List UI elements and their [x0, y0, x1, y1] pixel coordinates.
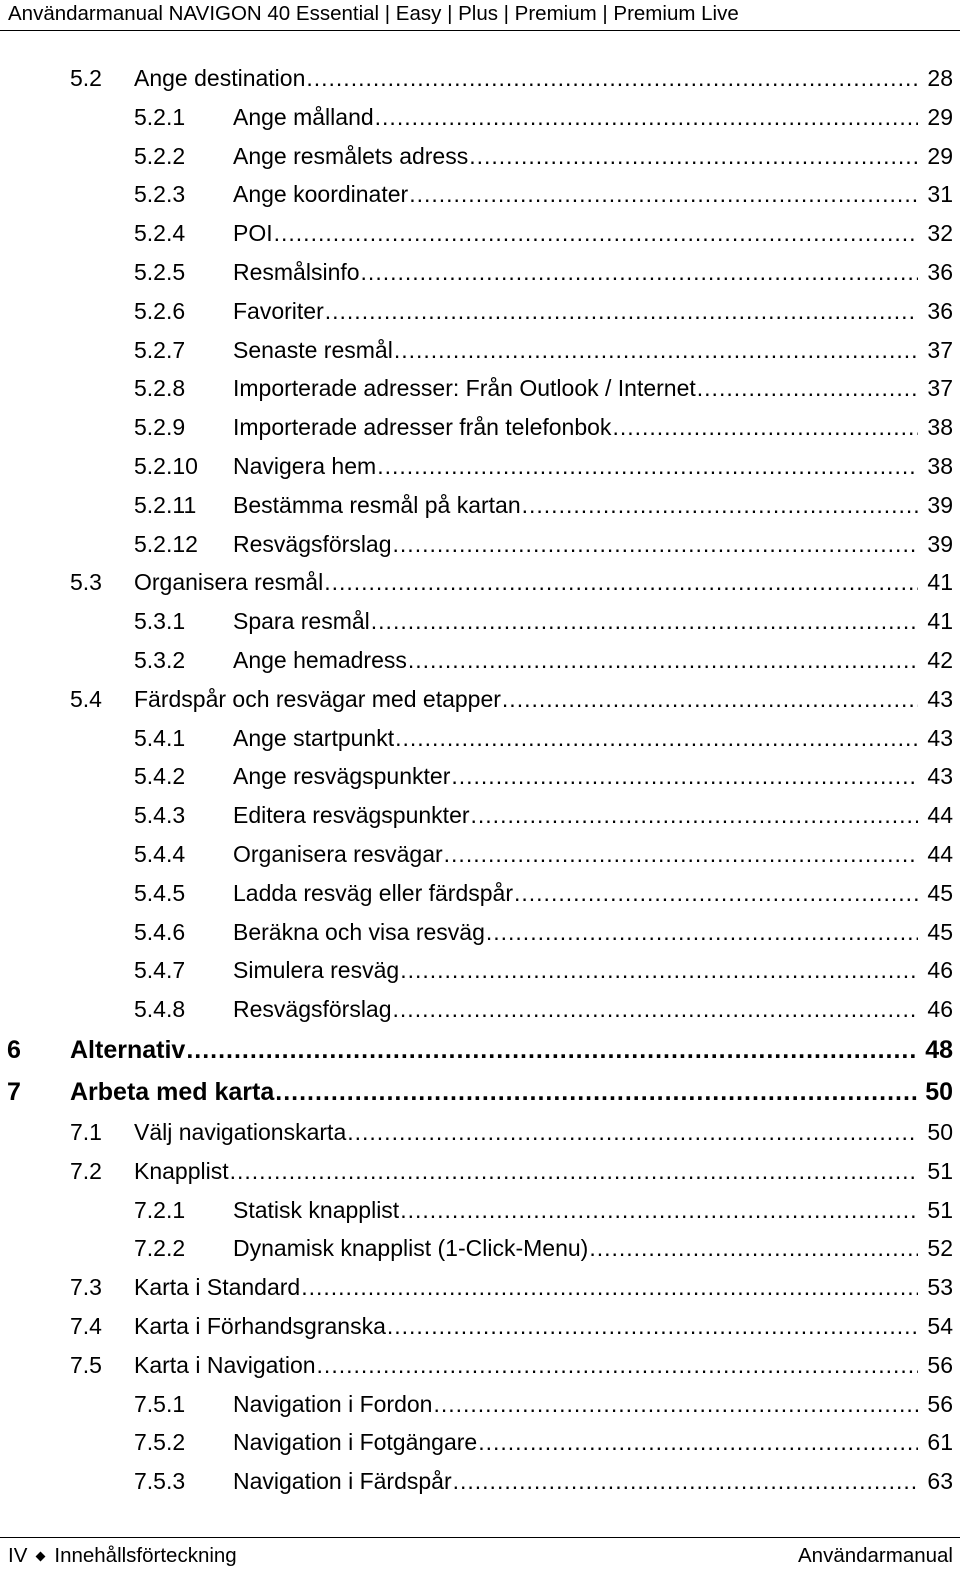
toc-entry[interactable] [0, 1423, 960, 1462]
toc-entry-title: Organisera resvägar [233, 840, 443, 867]
toc-entry[interactable] [0, 447, 960, 486]
toc-entry-title: Importerade adresser: Från Outlook / Internet [233, 375, 696, 402]
toc-entry-page: 61 [927, 1429, 953, 1456]
toc-entry-number: 5.4 [70, 685, 102, 712]
toc-entry[interactable] [0, 641, 960, 680]
toc-entry-page: 43 [927, 763, 953, 790]
toc-entry-title: Navigera hem [233, 452, 377, 479]
toc-entry[interactable] [0, 214, 960, 253]
toc-entry-page: 41 [927, 608, 953, 635]
toc-entry-number: 5.4.8 [134, 996, 186, 1023]
toc-entry[interactable] [0, 719, 960, 758]
toc-entry-page: 32 [927, 220, 953, 247]
toc-entry-number: 6 [7, 1035, 21, 1064]
toc-entry-title: Bestämma resmål på kartan [233, 491, 521, 518]
toc-entry-title: Spara resmål [233, 608, 370, 635]
toc-entry[interactable] [0, 757, 960, 796]
toc-entry-number: 7.5.1 [134, 1390, 186, 1417]
toc-entry-page: 54 [927, 1312, 953, 1339]
toc-entry-number: 7.1 [70, 1118, 102, 1145]
toc-entry-number: 5.4.3 [134, 802, 186, 829]
toc-dot-leader [400, 1191, 918, 1230]
toc-entry-title: Ange resmålets adress [233, 142, 469, 169]
toc-entry-title: Favoriter [233, 297, 324, 324]
toc-entry[interactable] [0, 680, 960, 719]
toc-entry-page: 51 [927, 1157, 953, 1184]
toc-entry-number: 5.4.1 [134, 724, 186, 751]
toc-entry-page: 29 [927, 142, 953, 169]
footer-section: Innehållsförteckning [54, 1544, 237, 1567]
toc-entry[interactable] [0, 1462, 960, 1501]
toc-entry[interactable] [0, 913, 960, 952]
toc-entry[interactable] [0, 951, 960, 990]
toc-entry-page: 43 [927, 685, 953, 712]
toc-entry-page: 50 [925, 1077, 953, 1106]
toc-entry-title: Ladda resväg eller färdspår [233, 879, 513, 906]
toc-entry-number: 5.2.12 [134, 530, 198, 557]
toc-dot-leader [478, 1423, 918, 1462]
toc-entry-title: Alternativ [70, 1035, 186, 1064]
toc-entry-page: 56 [927, 1390, 953, 1417]
header-title: Användarmanual NAVIGON 40 Essential | Easy | Plus | Premium | Premium Live [8, 2, 739, 25]
toc-entry[interactable] [0, 408, 960, 447]
footer-right-label: Användarmanual [798, 1544, 953, 1567]
toc-entry-title: Ange resvägspunkter [233, 763, 451, 790]
toc-dot-leader [393, 990, 918, 1029]
toc-dot-leader [317, 1346, 918, 1385]
toc-entry[interactable] [0, 874, 960, 913]
toc-entry[interactable] [0, 1307, 960, 1346]
toc-entry-number: 5.2.3 [134, 181, 186, 208]
toc-entry-page: 44 [927, 802, 953, 829]
toc-dot-leader [387, 1307, 918, 1346]
toc-entry-page: 48 [925, 1035, 953, 1064]
toc-dot-leader [274, 214, 918, 253]
toc-entry-page: 31 [927, 181, 953, 208]
footer-page-label: IV [8, 1544, 28, 1567]
toc-entry-title: Simulera resväg [233, 957, 400, 984]
toc-entry-title: Ange koordinater [233, 181, 409, 208]
toc-entry[interactable] [0, 563, 960, 602]
toc-entry-page: 42 [927, 646, 953, 673]
toc-entry-title: Färdspår och resvägar med etapper [134, 685, 501, 712]
toc-entry-number: 5.2 [70, 65, 102, 91]
toc-dot-leader [433, 1385, 918, 1424]
toc-entry[interactable] [0, 331, 960, 370]
toc-dot-leader [306, 59, 918, 98]
toc-entry-number: 7.2.2 [134, 1235, 186, 1262]
toc-entry[interactable] [0, 486, 960, 525]
toc-entry[interactable] [0, 1346, 960, 1385]
toc-dot-leader [395, 719, 918, 758]
toc-dot-leader [522, 486, 918, 525]
toc-entry-title: Navigation i Fotgängare [233, 1429, 478, 1456]
toc-entry-number: 5.2.8 [134, 375, 186, 402]
toc-entry-number: 7.4 [70, 1312, 102, 1339]
toc-dot-leader [301, 1268, 918, 1307]
diamond-icon [36, 1551, 46, 1561]
toc-entry-number: 5.2.11 [134, 491, 197, 518]
toc-entry-number: 7 [7, 1077, 21, 1106]
toc-entry[interactable] [0, 835, 960, 874]
toc-entry[interactable] [0, 1152, 960, 1191]
toc-entry-number: 5.2.9 [134, 414, 186, 441]
toc-entry-number: 7.5.3 [134, 1468, 186, 1495]
toc-entry[interactable] [0, 796, 960, 835]
toc-dot-leader [612, 408, 918, 447]
toc-entry-page: 44 [927, 840, 953, 867]
toc-dot-leader [502, 680, 918, 719]
toc-dot-leader [371, 602, 918, 641]
toc-dot-leader [451, 757, 918, 796]
toc-entry-title: POI [233, 220, 273, 247]
toc-entry-number: 5.3.1 [134, 608, 186, 635]
toc-entry-number: 5.2.2 [134, 142, 186, 169]
toc-entry-number: 7.2 [70, 1157, 102, 1184]
toc-entry-title: Editera resvägspunkter [233, 802, 470, 829]
toc-dot-leader [409, 175, 918, 214]
footer-left [8, 1544, 237, 1568]
toc-entry[interactable] [0, 1385, 960, 1424]
toc-dot-leader [589, 1229, 918, 1268]
toc-dot-leader [325, 292, 918, 331]
toc-dot-leader [361, 253, 918, 292]
toc-entry-page: 28 [927, 65, 953, 91]
toc-entry-number: 7.2.1 [134, 1196, 186, 1223]
toc-entry-number: 5.2.4 [134, 220, 186, 247]
toc-entry-number: 7.5.2 [134, 1429, 186, 1456]
toc-dot-leader [400, 951, 918, 990]
toc-entry-title: Navigation i Färdspår [233, 1468, 452, 1495]
toc-entry-title: Ange målland [233, 103, 374, 130]
toc-dot-leader [697, 369, 918, 408]
toc-entry-number: 5.4.7 [134, 957, 186, 984]
toc-entry-page: 46 [927, 996, 953, 1023]
toc-entry-page: 37 [927, 336, 953, 363]
toc-entry-title: Ange destination [134, 65, 306, 91]
toc-entry-title: Karta i Navigation [134, 1351, 316, 1378]
toc-entry-title: Välj navigationskarta [134, 1118, 347, 1145]
toc-entry-page: 29 [927, 103, 953, 130]
toc-entry-page: 45 [927, 879, 953, 906]
toc-dot-leader [471, 796, 918, 835]
toc-entry[interactable] [0, 1029, 960, 1071]
toc-dot-leader [377, 447, 918, 486]
toc-entry-page: 51 [927, 1196, 953, 1223]
toc-entry-number: 5.3.2 [134, 646, 186, 673]
toc-entry-number: 5.4.4 [134, 840, 186, 867]
toc-entry-title: Resvägsförslag [233, 530, 392, 557]
toc-entry-number: 7.5 [70, 1351, 102, 1378]
toc-dot-leader [408, 641, 918, 680]
toc-entry-page: 38 [927, 414, 953, 441]
toc-entry-number: 5.2.10 [134, 452, 198, 479]
toc-entry-title: Senaste resmål [233, 336, 393, 363]
toc-dot-leader [230, 1152, 918, 1191]
toc-entry[interactable] [0, 369, 960, 408]
toc-entry-title: Organisera resmål [134, 569, 324, 596]
toc-entry[interactable] [0, 175, 960, 214]
toc-entry-title: Arbeta med karta [70, 1077, 275, 1106]
toc-dot-leader [444, 835, 918, 874]
toc-entry-page: 37 [927, 375, 953, 402]
toc-entry-page: 63 [927, 1468, 953, 1495]
toc-entry[interactable] [0, 253, 960, 292]
toc-entry-title: Karta i Förhandsgranska [134, 1312, 386, 1339]
toc-entry-title: Dynamisk knapplist (1-Click-Menu) [233, 1235, 589, 1262]
toc-entry-number: 7.3 [70, 1274, 102, 1301]
toc-entry[interactable] [0, 1113, 960, 1152]
toc-entry[interactable] [0, 137, 960, 176]
toc-dot-leader [393, 525, 918, 564]
toc-entry[interactable] [0, 1191, 960, 1230]
toc-entry-title: Karta i Standard [134, 1274, 301, 1301]
toc-dot-leader [394, 331, 918, 370]
toc-entry[interactable] [0, 59, 960, 98]
toc-dot-leader [453, 1462, 918, 1501]
toc-entry-title: Ange hemadress [233, 646, 407, 673]
toc-entry-number: 5.2.1 [134, 103, 186, 130]
toc-entry-page: 52 [927, 1235, 953, 1262]
toc-dot-leader [514, 874, 918, 913]
toc-entry-page: 39 [927, 530, 953, 557]
toc-entry-page: 50 [927, 1118, 953, 1145]
toc-entry-title: Navigation i Fordon [233, 1390, 433, 1417]
toc-entry-title: Statisk knapplist [233, 1196, 400, 1223]
toc-dot-leader [324, 563, 918, 602]
toc-dot-leader [347, 1113, 918, 1152]
toc-entry-number: 5.2.7 [134, 336, 186, 363]
toc-dot-leader [186, 1029, 918, 1071]
toc-entry-page: 38 [927, 452, 953, 479]
toc-entry-number: 5.2.5 [134, 258, 186, 285]
toc-entry-page: 36 [927, 297, 953, 324]
toc-entry-page: 36 [927, 258, 953, 285]
toc-dot-leader [486, 913, 918, 952]
toc-entry[interactable] [0, 990, 960, 1029]
toc-entry[interactable] [0, 1268, 960, 1307]
toc-entry-title: Importerade adresser från telefonbok [233, 414, 612, 441]
table-of-contents [0, 59, 960, 1501]
page-footer [0, 1537, 960, 1572]
page-header [0, 0, 960, 31]
toc-entry-number: 5.2.6 [134, 297, 186, 324]
toc-entry-page: 43 [927, 724, 953, 751]
toc-entry-page: 46 [927, 957, 953, 984]
toc-dot-leader [469, 137, 918, 176]
toc-entry-title: Knapplist [134, 1157, 229, 1184]
toc-entry-page: 39 [927, 491, 953, 518]
toc-entry-number: 5.4.6 [134, 918, 186, 945]
toc-entry-number: 5.4.5 [134, 879, 186, 906]
toc-entry[interactable] [0, 98, 960, 137]
toc-entry-title: Ange startpunkt [233, 724, 395, 751]
toc-entry-title: Resmålsinfo [233, 258, 360, 285]
toc-entry[interactable] [0, 1229, 960, 1268]
toc-entry[interactable] [0, 602, 960, 641]
toc-entry[interactable] [0, 292, 960, 331]
toc-entry-number: 5.4.2 [134, 763, 186, 790]
toc-dot-leader [375, 98, 918, 137]
toc-entry-number: 5.3 [70, 569, 102, 596]
toc-entry[interactable] [0, 1071, 960, 1113]
toc-entry-page: 53 [927, 1274, 953, 1301]
toc-entry[interactable] [0, 525, 960, 564]
toc-dot-leader [275, 1071, 918, 1113]
toc-entry-title: Resvägsförslag [233, 996, 392, 1023]
toc-entry-title: Beräkna och visa resväg [233, 918, 485, 945]
toc-entry-page: 45 [927, 918, 953, 945]
toc-entry-page: 56 [927, 1351, 953, 1378]
toc-entry-page: 41 [927, 569, 953, 596]
